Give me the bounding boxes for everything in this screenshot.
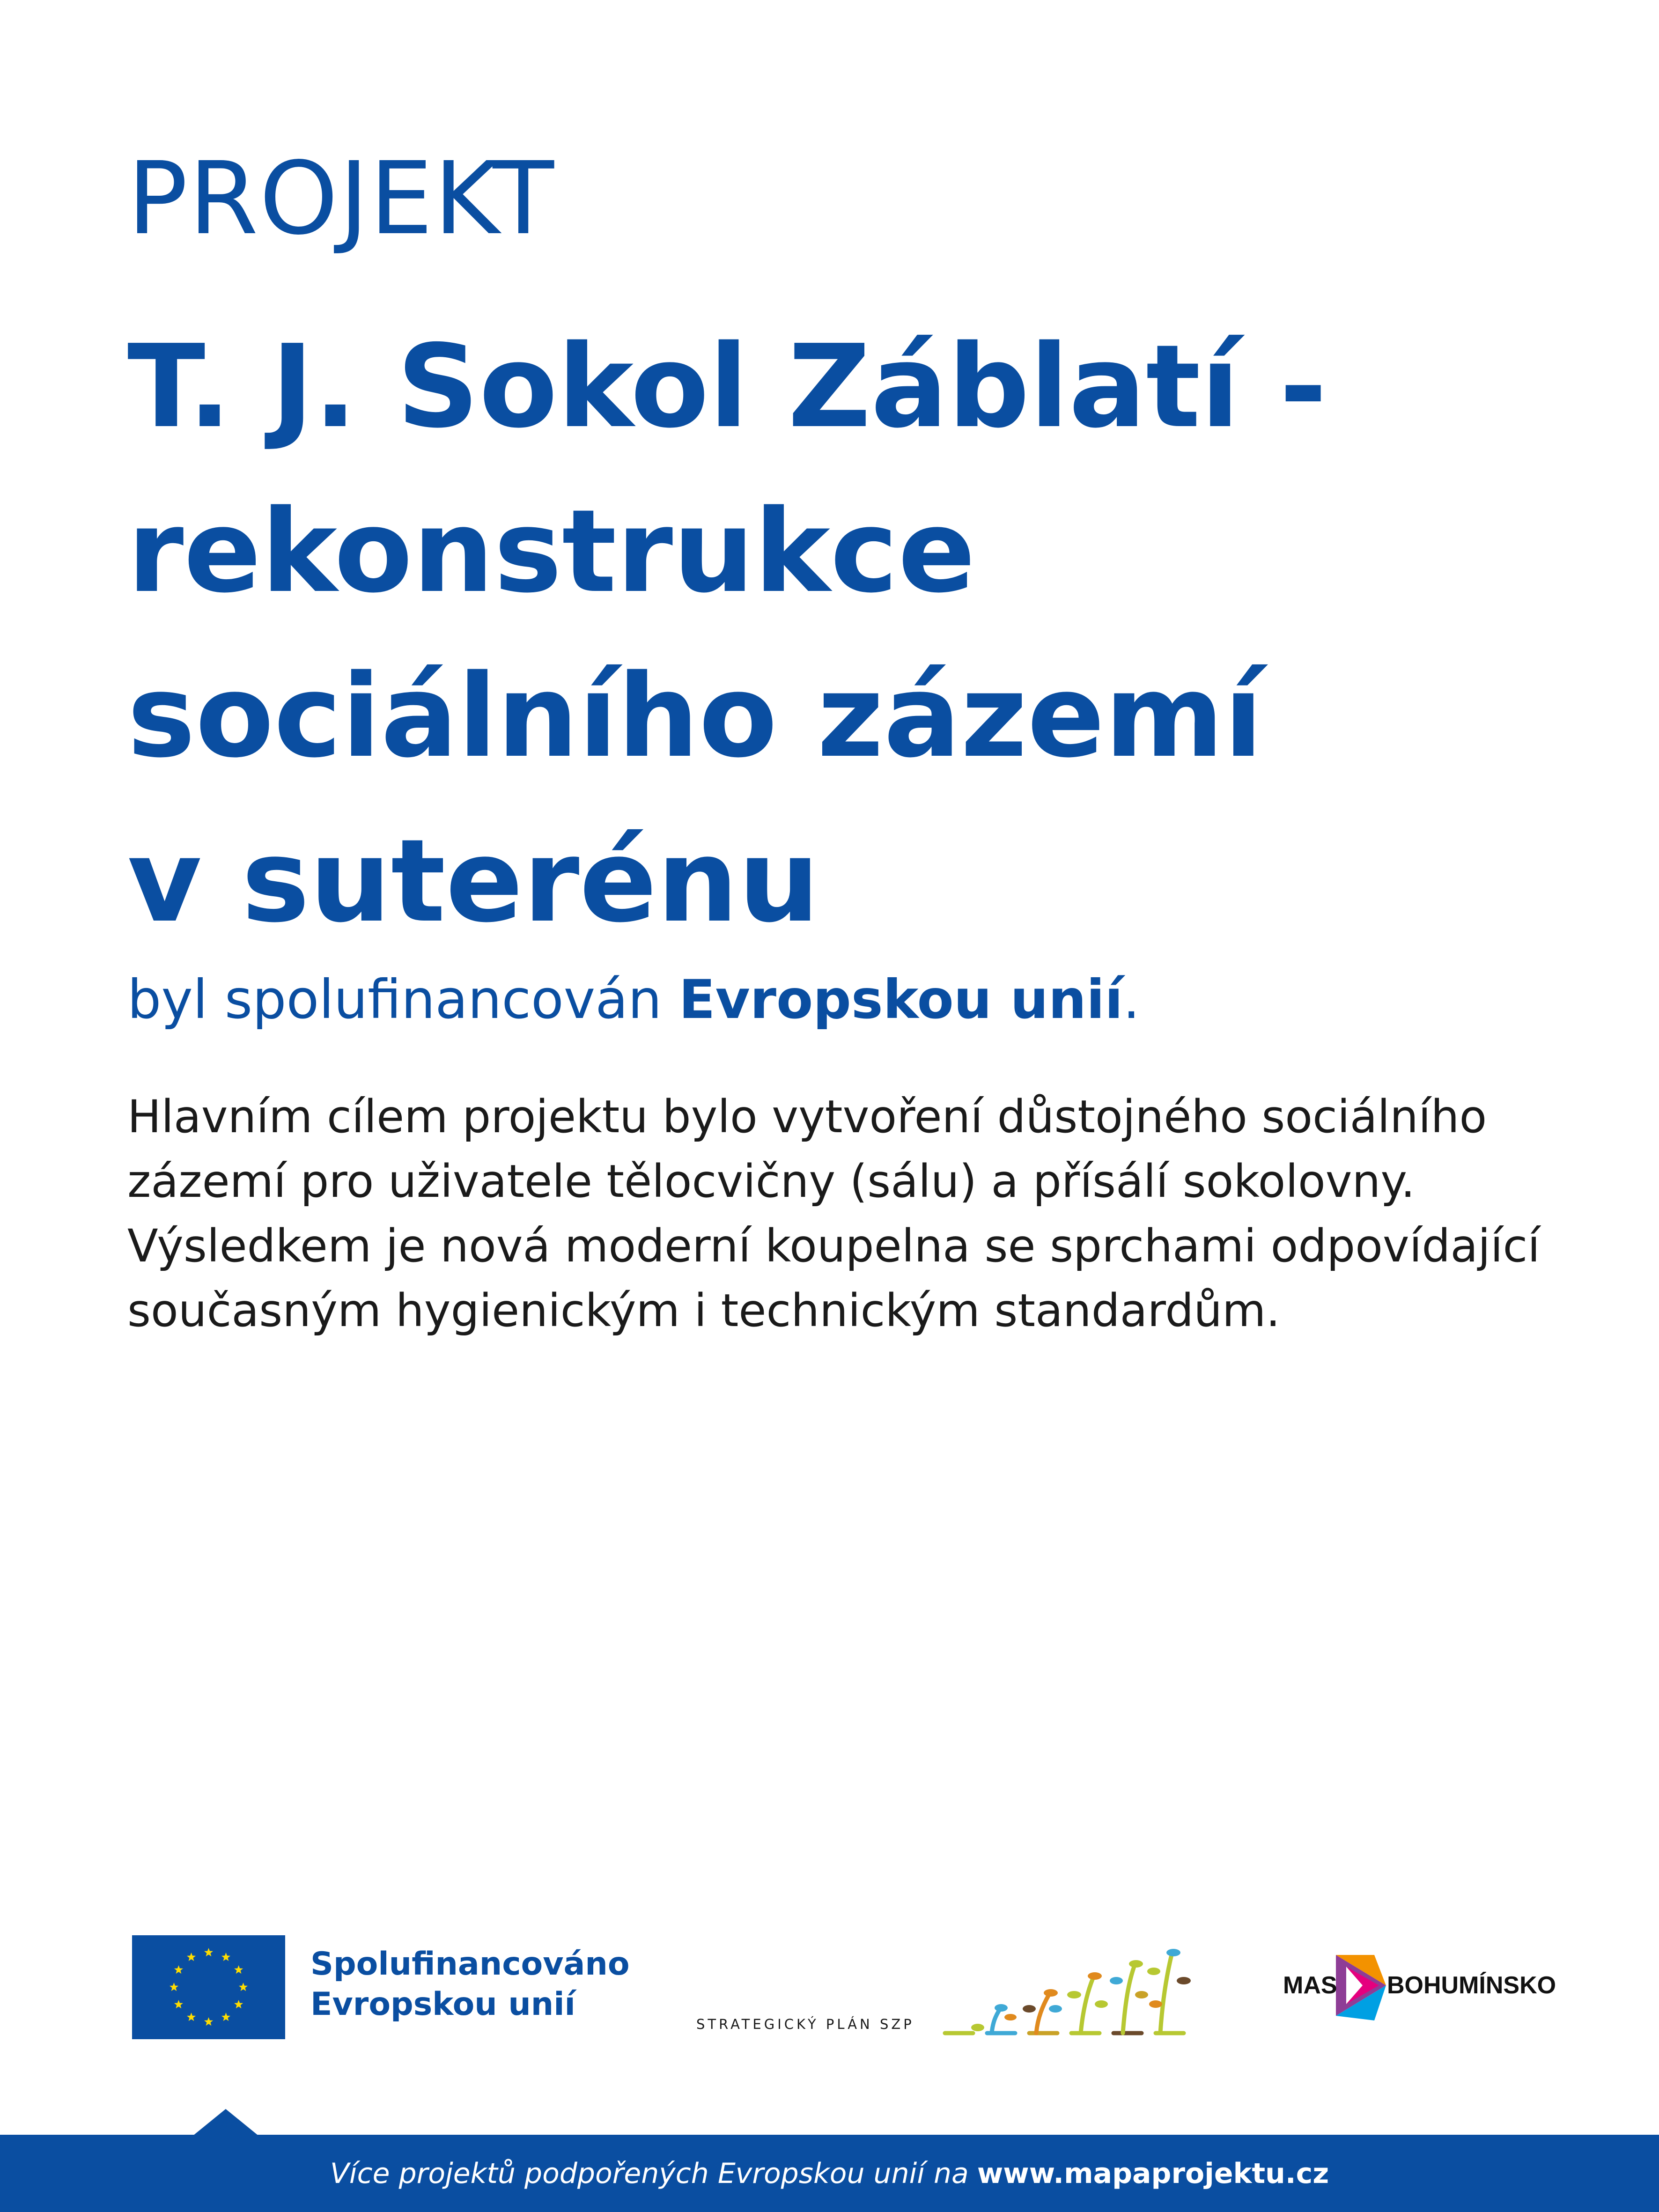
- eu-star: [234, 2000, 243, 2008]
- eu-caption-line: Evropskou unií: [310, 1986, 575, 2023]
- szp-sprouts-icon: [940, 1934, 1202, 2042]
- eu-star: [221, 1953, 230, 1961]
- cofinance-statement: [127, 965, 1140, 1035]
- eu-star: [234, 1965, 243, 1974]
- eu-caption-line: Spolufinancováno: [310, 1946, 630, 1983]
- eu-flag-icon: [132, 1935, 285, 2039]
- project-label: PROJEKT: [127, 140, 555, 257]
- title-line: sociálního zázemí: [127, 650, 1263, 783]
- footer-caption: Více projektů podpořených Evropskou unií na: [330, 2157, 969, 2190]
- eu-star: [170, 1983, 178, 1991]
- footer-text: [0, 2135, 1659, 2212]
- eu-star: [174, 2000, 183, 2008]
- footer-link[interactable]: www.mapaprojektu.cz: [977, 2157, 1329, 2190]
- cofinance-eu: Evropskou unií: [678, 968, 1123, 1031]
- footer-notch: [193, 2109, 258, 2136]
- eu-star: [204, 1948, 213, 1956]
- description-line: současným hygienickým i technickým standardům.: [127, 1284, 1281, 1337]
- title-line: T. J. Sokol Záblatí -: [127, 320, 1327, 453]
- title-line: rekonstrukce: [127, 485, 976, 618]
- szp-logo-text: STRATEGICKÝ PLÁN SZP: [696, 2016, 914, 2032]
- mas-logo-text: MAS: [1283, 1972, 1337, 1999]
- bohuminsko-logo-text: BOHUMÍNSKO: [1387, 1972, 1556, 1999]
- project-description: [127, 1084, 1579, 1343]
- eu-star: [204, 2017, 213, 2026]
- eu-star: [187, 2013, 196, 2021]
- cofinance-suffix: .: [1123, 968, 1140, 1031]
- eu-star: [221, 2013, 230, 2021]
- eu-star: [187, 1953, 196, 1961]
- description-line: zázemí pro uživatele tělocvičny (sálu) a přísálí sokolovny.: [127, 1155, 1416, 1208]
- eu-star: [239, 1983, 248, 1991]
- cofinance-prefix: byl spolufinancován: [127, 968, 679, 1031]
- eu-logo-caption: [310, 1944, 630, 2025]
- description-line: Hlavním cílem projektu bylo vytvoření důstojného sociálního: [127, 1091, 1487, 1143]
- description-line: Výsledkem je nová moderní koupelna se sprchami odpovídající: [127, 1220, 1540, 1272]
- project-title: [127, 304, 1579, 964]
- title-line: v suterénu: [127, 815, 820, 948]
- eu-stars-icon: [132, 1935, 285, 2039]
- eu-star: [174, 1965, 183, 1974]
